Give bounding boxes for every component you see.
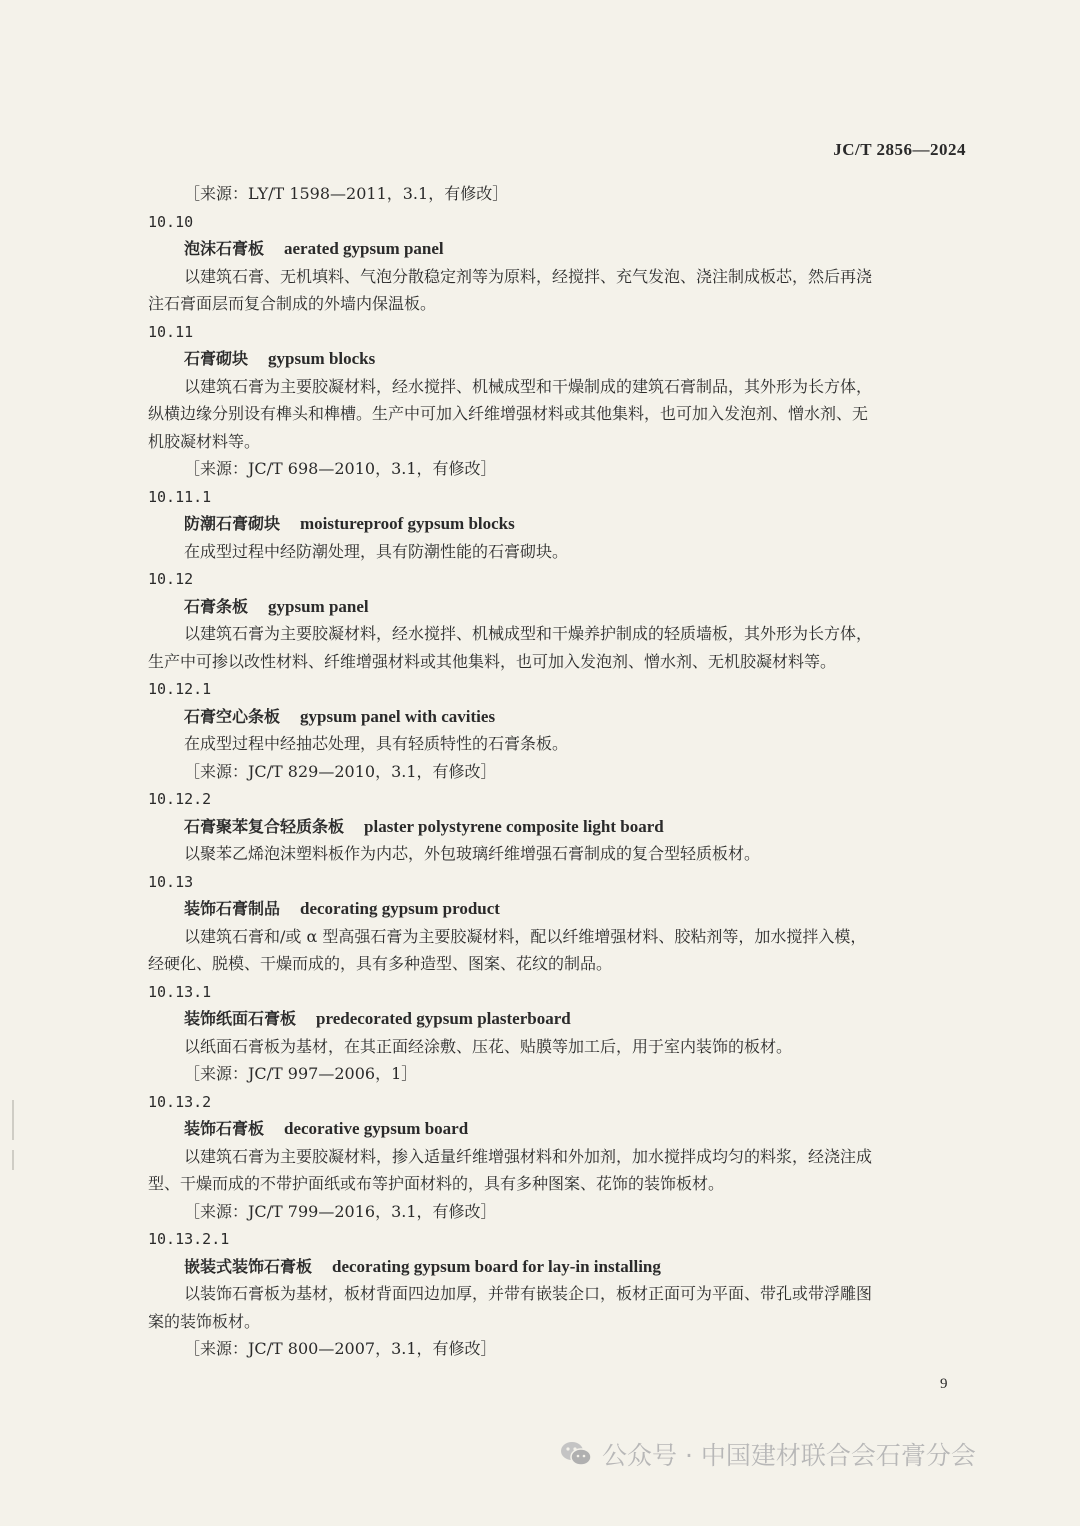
definition-text: 以纸面石膏板为基材，在其正面经涂敷、压花、贴膜等加工后，用于室内装饰的板材。 <box>184 1036 793 1056</box>
clause-number-text: 10.11.1 <box>148 487 212 506</box>
term-english: gypsum panel <box>268 596 369 616</box>
term-chinese: 石膏砌块 <box>184 349 249 368</box>
term-english: decorating gypsum product <box>300 899 500 918</box>
source-reference: ［来源：JC/T 698—2010，3.1，有修改］ <box>184 459 497 478</box>
clause-number <box>148 868 968 896</box>
definition-text-continued: 经硬化、脱模、干燥而成的，具有多种造型、图案、花纹的制品。 <box>148 954 613 973</box>
term-english: gypsum panel with cavities <box>300 706 496 726</box>
clause-number-text: 10.13.1 <box>148 982 212 1001</box>
clause-number-text: 10.13 <box>148 872 194 891</box>
watermark-text: 公众号 · 中国建材联合会石膏分会 <box>602 1441 976 1470</box>
term-chinese: 装饰石膏板 <box>184 1119 265 1138</box>
clause-number-text: 10.13.2.1 <box>148 1230 230 1248</box>
definition-text-continued: 注石膏面层而复合制成的外墙内保温板。 <box>148 294 437 313</box>
term-chinese: 泡沫石膏板 <box>184 239 265 258</box>
definition-text: 以聚苯乙烯泡沫塑料板作为内芯，外包玻璃纤维增强石膏制成的复合型轻质板材。 <box>184 844 761 863</box>
term-heading <box>148 235 968 263</box>
page-number: 9 <box>940 1376 948 1392</box>
term-heading <box>148 703 968 731</box>
clause-number-text: 10.11 <box>148 322 194 341</box>
definition-text-continued: 案的装饰板材。 <box>148 1311 261 1331</box>
definition-text: 以建筑石膏为主要胶凝材料，掺入适量纤维增强材料和外加剂，加水搅拌成均匀的料浆，经浇注成 <box>184 1146 873 1166</box>
definition-text: 以建筑石膏、无机填料、气泡分散稳定剂等为原料，经搅拌、充气发泡、浇注制成板芯，然后再浇 <box>184 266 873 286</box>
term-chinese: 装饰石膏制品 <box>184 899 281 918</box>
definition-text: 以建筑石膏和/或 α 型高强石膏为主要胶凝材料，配以纤维增强材料、胶粘剂等，加水搅拌入模， <box>184 926 867 946</box>
term-english: predecorated gypsum plasterboard <box>316 1009 571 1028</box>
term-english: gypsum blocks <box>268 349 376 368</box>
watermark <box>560 1436 976 1472</box>
clause-number <box>148 565 968 593</box>
clause-number <box>148 978 968 1006</box>
clause-number <box>148 208 968 236</box>
term-heading <box>148 1115 968 1143</box>
source-reference: ［来源：JC/T 829—2010，3.1，有修改］ <box>184 761 497 781</box>
definition-text-continued: 机胶凝材料等。 <box>148 431 261 451</box>
term-heading <box>148 895 968 923</box>
definition-text: 以装饰石膏板为基材，板材背面四边加厚，并带有嵌装企口，板材正面可为平面、带孔或带浮雕图 <box>184 1284 873 1303</box>
scan-edge-mark <box>12 1100 14 1140</box>
definition-text: 在成型过程中经防潮处理，具有防潮性能的石膏砌块。 <box>184 541 569 561</box>
definition-text-continued: 纵横边缘分别设有榫头和榫槽。生产中可加入纤维增强材料或其他集料，也可加入发泡剂、憎水剂、无 <box>148 404 869 423</box>
term-heading <box>148 1005 968 1033</box>
term-heading <box>148 813 968 841</box>
wechat-icon <box>560 1440 592 1468</box>
term-english: decorative gypsum board <box>284 1119 469 1138</box>
clause-number-text: 10.10 <box>148 212 194 231</box>
definition-text: 在成型过程中经抽芯处理，具有轻质特性的石膏条板。 <box>184 734 569 753</box>
term-chinese: 装饰纸面石膏板 <box>184 1009 297 1028</box>
term-english: plaster polystyrene composite light board <box>364 816 664 836</box>
definition-text: 以建筑石膏为主要胶凝材料，经水搅拌、机械成型和干燥养护制成的轻质墙板，其外形为长方体， <box>184 624 873 643</box>
term-english: decorating gypsum board for lay-in installing <box>332 1256 661 1276</box>
clause-number-text: 10.13.2 <box>148 1092 212 1111</box>
clause-number <box>148 318 968 346</box>
clause-number <box>148 483 968 511</box>
clause-number-text: 10.12 <box>148 570 194 588</box>
source-reference: ［来源：JC/T 800—2007，3.1，有修改］ <box>184 1339 497 1358</box>
definition-text-continued: 型、干燥而成的不带护面纸或布等护面材料的，具有多种图案、花饰的装饰板材。 <box>148 1174 725 1193</box>
term-chinese: 石膏条板 <box>184 596 249 616</box>
clause-number-text: 10.12.1 <box>148 680 212 698</box>
term-heading <box>148 593 968 621</box>
scan-edge-mark <box>12 1150 14 1170</box>
term-heading <box>148 510 968 538</box>
term-heading <box>148 345 968 373</box>
definition-text: 以建筑石膏为主要胶凝材料，经水搅拌、机械成型和干燥制成的建筑石膏制品，其外形为长方体， <box>184 376 873 396</box>
term-chinese: 石膏空心条板 <box>184 706 281 726</box>
clause-number <box>148 675 968 703</box>
standard-code: JC/T 2856—2024 <box>833 140 966 159</box>
term-chinese: 嵌装式装饰石膏板 <box>184 1256 313 1276</box>
term-english: aerated gypsum panel <box>284 239 444 258</box>
clause-number <box>148 1225 968 1253</box>
term-english: moistureproof gypsum blocks <box>300 514 515 533</box>
clause-number-text: 10.12.2 <box>148 790 212 808</box>
clause-number <box>148 785 968 813</box>
term-heading <box>148 1253 968 1281</box>
document-body <box>148 180 968 1363</box>
clause-number <box>148 1088 968 1116</box>
source-reference: ［来源：JC/T 799—2016，3.1，有修改］ <box>184 1201 497 1221</box>
term-chinese: 石膏聚苯复合轻质条板 <box>184 816 345 836</box>
source-reference: ［来源：JC/T 997—2006，1］ <box>184 1064 418 1083</box>
source-reference: ［来源：LY/T 1598—2011，3.1，有修改］ <box>184 184 509 203</box>
definition-text-continued: 生产中可掺以改性材料、纤维增强材料或其他集料，也可加入发泡剂、憎水剂、无机胶凝材料等。 <box>148 651 837 671</box>
term-chinese: 防潮石膏砌块 <box>184 514 281 533</box>
